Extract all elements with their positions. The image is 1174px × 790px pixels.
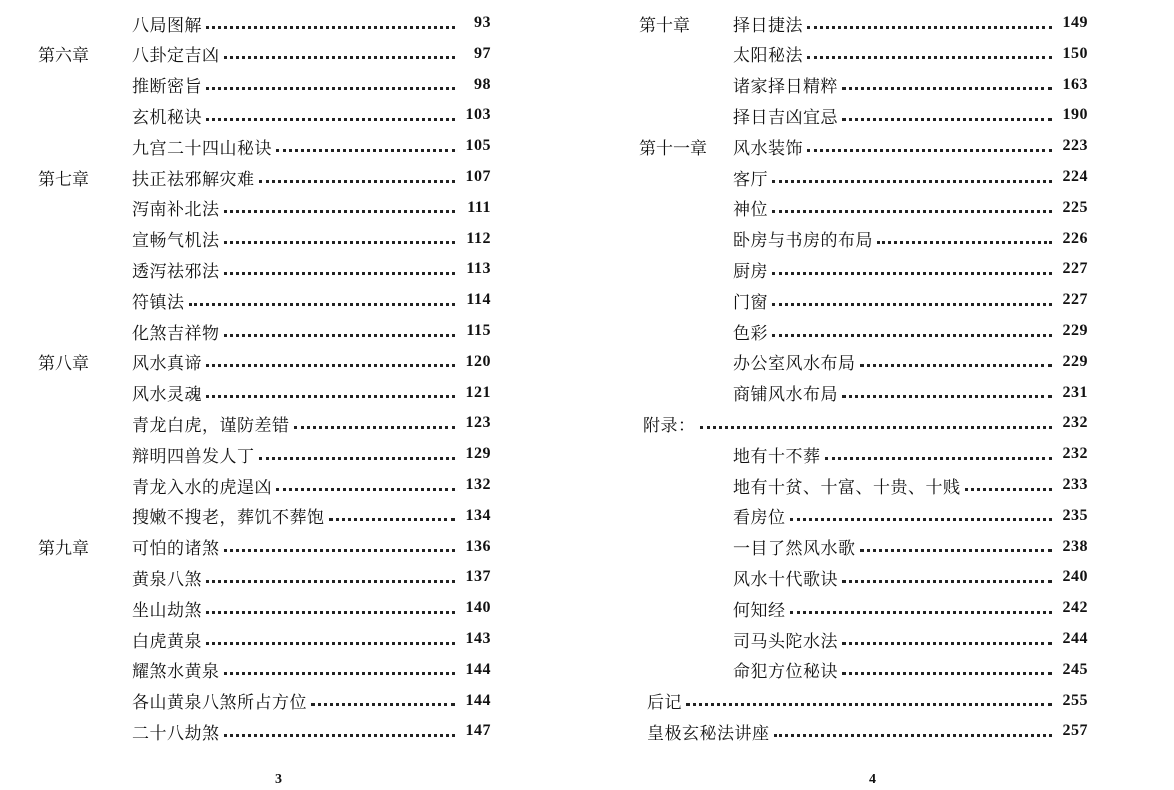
dot-leader: [294, 426, 456, 429]
entry-title: 命犯方位秘诀: [733, 662, 838, 683]
entry-title: 门窗: [733, 292, 768, 313]
toc-entry[interactable]: [643, 408, 1088, 438]
entry-page-number: 244: [1062, 630, 1088, 647]
chapter-label: 第六章: [38, 46, 89, 67]
dot-leader: [772, 334, 1052, 337]
entry-title: 择日捷法: [733, 15, 803, 36]
toc-entry[interactable]: [132, 686, 491, 716]
entry-title: 神位: [733, 200, 768, 221]
dot-leader: [259, 180, 456, 183]
toc-entry[interactable]: [132, 716, 491, 746]
entry-title: 搜嫩不搜老，葬饥不葬饱: [132, 508, 325, 529]
entry-title: 诸家择日精粹: [733, 77, 838, 98]
entry-title: 风水真谛: [132, 354, 202, 375]
page-number-right: 4: [869, 772, 876, 787]
entry-title: 泻南补北法: [132, 200, 220, 221]
toc-entry[interactable]: [733, 501, 1088, 531]
toc-entry[interactable]: [733, 39, 1088, 69]
entry-title: 化煞吉祥物: [132, 323, 220, 344]
entry-page-number: 233: [1062, 476, 1088, 493]
entry-page-number: 257: [1062, 722, 1088, 740]
dot-leader: [224, 272, 456, 275]
entry-page-number: 223: [1062, 137, 1088, 155]
toc-entry[interactable]: [132, 532, 491, 562]
entry-page-number: 147: [465, 722, 491, 740]
entry-title: 玄机秘诀: [132, 107, 202, 128]
chapter-label: 第七章: [38, 169, 89, 190]
entry-title: 何知经: [733, 600, 786, 621]
entry-title: 太阳秘法: [733, 46, 803, 67]
dot-leader: [224, 734, 456, 737]
dot-leader: [224, 210, 456, 213]
toc-entry[interactable]: [132, 562, 491, 592]
entry-title: 宣畅气机法: [132, 231, 220, 252]
dot-leader: [772, 303, 1052, 306]
entry-title: 各山黄泉八煞所占方位: [132, 693, 307, 714]
entry-title: 符镇法: [132, 292, 185, 313]
entry-title: 耀煞水黄泉: [132, 662, 220, 683]
entry-page-number: 225: [1062, 198, 1088, 216]
entry-page-number: 140: [465, 599, 491, 617]
entry-page-number: 149: [1062, 14, 1088, 31]
entry-title: 厨房: [733, 261, 768, 282]
toc-entry[interactable]: [132, 254, 491, 284]
dot-leader: [276, 149, 455, 152]
chapter-label: 第十章: [639, 15, 690, 36]
entry-page-number: 245: [1062, 660, 1088, 678]
entry-page-number: 242: [1062, 599, 1088, 617]
entry-title: 青龙白虎，谨防差错: [132, 415, 290, 436]
entry-title: 黄泉八煞: [132, 569, 202, 590]
dot-leader: [807, 56, 1052, 59]
chapter-label: 第十一章: [639, 138, 707, 159]
toc-entry[interactable]: [132, 224, 491, 254]
toc-entry[interactable]: [132, 162, 491, 192]
dot-leader: [329, 518, 456, 521]
entry-title: 八局图解: [132, 15, 202, 36]
entry-title: 客厅: [733, 169, 768, 190]
toc-entry[interactable]: [132, 285, 491, 315]
dot-leader: [842, 642, 1052, 645]
dot-leader: [206, 580, 455, 583]
dot-leader: [842, 118, 1052, 121]
entry-page-number: 134: [465, 506, 491, 524]
dot-leader: [276, 488, 455, 491]
toc-entry[interactable]: [132, 131, 491, 161]
entry-page-number: 112: [466, 229, 491, 247]
dot-leader: [206, 87, 455, 90]
toc-entry[interactable]: [132, 378, 491, 408]
entry-page-number: 111: [467, 198, 491, 216]
entry-page-number: 136: [465, 537, 491, 555]
entry-title: 办公室风水布局: [733, 354, 856, 375]
entry-title: 风水十代歌诀: [733, 569, 838, 590]
toc-entry[interactable]: [132, 100, 491, 130]
entry-page-number: 105: [465, 137, 491, 155]
toc-entry[interactable]: [733, 378, 1088, 408]
dot-leader: [206, 118, 455, 121]
entry-title: 地有十贫、十富、十贵、十贱: [733, 477, 961, 498]
entry-title: 透泻祛邪法: [132, 261, 220, 282]
entry-page-number: 115: [466, 322, 491, 339]
entry-title: 择日吉凶宜忌: [733, 107, 838, 128]
dot-leader: [189, 303, 456, 306]
entry-page-number: 98: [474, 75, 491, 93]
entry-page-number: 120: [465, 352, 491, 370]
dot-leader: [206, 26, 455, 29]
entry-page-number: 144: [465, 691, 491, 709]
chapter-label: 第九章: [38, 539, 89, 560]
entry-title: 一目了然风水歌: [733, 539, 856, 560]
entry-page-number: 232: [1062, 414, 1088, 432]
dot-leader: [686, 703, 1052, 706]
entry-page-number: 240: [1062, 568, 1088, 586]
toc-entry[interactable]: [733, 470, 1088, 500]
entry-page-number: 232: [1062, 445, 1088, 463]
toc-entry[interactable]: [733, 285, 1088, 315]
entry-page-number: 226: [1062, 229, 1088, 247]
entry-title: 青龙入水的虎逞凶: [132, 477, 272, 498]
toc-entry[interactable]: [132, 624, 491, 654]
entry-page-number: 143: [465, 630, 491, 647]
dot-leader: [842, 672, 1052, 675]
entry-title: 白虎黄泉: [132, 631, 202, 652]
dot-leader: [772, 272, 1052, 275]
toc-entry[interactable]: [733, 593, 1088, 623]
toc-entry[interactable]: [733, 224, 1088, 254]
dot-leader: [224, 56, 456, 59]
toc-entry[interactable]: [733, 562, 1088, 592]
dot-leader: [860, 549, 1053, 552]
toc-entry[interactable]: [733, 316, 1088, 346]
entry-title: 辩明四兽发人丁: [132, 446, 255, 467]
dot-leader: [700, 426, 1053, 429]
entry-page-number: 238: [1062, 537, 1088, 555]
dot-leader: [774, 734, 1053, 737]
dot-leader: [842, 580, 1052, 583]
entry-title: 附录：: [643, 415, 696, 436]
entry-title: 地有十不葬: [733, 446, 821, 467]
dot-leader: [206, 611, 455, 614]
entry-title: 推断密旨: [132, 77, 202, 98]
entry-title: 八卦定吉凶: [132, 46, 220, 67]
entry-page-number: 227: [1062, 291, 1088, 309]
dot-leader: [259, 457, 456, 460]
toc-entry[interactable]: [733, 532, 1088, 562]
toc-entry[interactable]: [132, 316, 491, 346]
dot-leader: [790, 611, 1053, 614]
dot-leader: [825, 457, 1053, 460]
entry-title: 坐山劫煞: [132, 600, 202, 621]
toc-entry[interactable]: [132, 593, 491, 623]
entry-page-number: 121: [465, 383, 491, 401]
entry-title: 二十八劫煞: [132, 723, 220, 744]
entry-page-number: 235: [1062, 506, 1088, 524]
dot-leader: [807, 149, 1052, 152]
entry-page-number: 255: [1062, 691, 1088, 709]
entry-title: 商铺风水布局: [733, 385, 838, 406]
entry-page-number: 229: [1062, 322, 1088, 339]
toc-entry[interactable]: [647, 686, 1088, 716]
toc-entry[interactable]: [733, 254, 1088, 284]
entry-page-number: 229: [1062, 352, 1088, 370]
dot-leader: [206, 642, 455, 645]
dot-leader: [842, 395, 1052, 398]
toc-entry[interactable]: [132, 39, 491, 69]
entry-page-number: 163: [1062, 75, 1088, 93]
entry-page-number: 93: [474, 14, 491, 31]
entry-page-number: 144: [465, 660, 491, 678]
entry-title: 卧房与书房的布局: [733, 231, 873, 252]
toc-entry[interactable]: [733, 8, 1088, 38]
entry-title: 风水装饰: [733, 138, 803, 159]
entry-page-number: 137: [465, 568, 491, 586]
toc-entry[interactable]: [733, 162, 1088, 192]
toc-entry[interactable]: [733, 193, 1088, 223]
toc-entry[interactable]: [647, 716, 1088, 746]
entry-page-number: 97: [474, 44, 491, 62]
entry-page-number: 190: [1062, 106, 1088, 124]
toc-entry[interactable]: [733, 655, 1088, 685]
toc-entry[interactable]: [733, 131, 1088, 161]
toc-entry[interactable]: [132, 347, 491, 377]
toc-entry[interactable]: [733, 439, 1088, 469]
chapter-label: 第八章: [38, 354, 89, 375]
dot-leader: [772, 210, 1052, 213]
dot-leader: [772, 180, 1052, 183]
dot-leader: [877, 241, 1052, 244]
dot-leader: [224, 549, 456, 552]
toc-entry[interactable]: [132, 655, 491, 685]
toc-entry[interactable]: [132, 193, 491, 223]
entry-page-number: 227: [1062, 260, 1088, 278]
entry-page-number: 129: [465, 445, 491, 463]
entry-title: 色彩: [733, 323, 768, 344]
dot-leader: [790, 518, 1053, 521]
entry-title: 风水灵魂: [132, 385, 202, 406]
entry-title: 可怕的诸煞: [132, 539, 220, 560]
toc-entry[interactable]: [132, 439, 491, 469]
entry-page-number: 224: [1062, 168, 1088, 185]
dot-leader: [965, 488, 1053, 491]
dot-leader: [807, 26, 1052, 29]
toc-entry[interactable]: [733, 347, 1088, 377]
entry-title: 后记: [647, 693, 682, 714]
toc-entry[interactable]: [733, 70, 1088, 100]
toc-entry[interactable]: [733, 624, 1088, 654]
entry-page-number: 132: [465, 476, 491, 493]
entry-page-number: 123: [465, 414, 491, 432]
dot-leader: [311, 703, 455, 706]
entry-page-number: 103: [465, 106, 491, 124]
entry-title: 皇极玄秘法讲座: [647, 723, 770, 744]
entry-title: 九宫二十四山秘诀: [132, 138, 272, 159]
toc-entry[interactable]: [733, 100, 1088, 130]
dot-leader: [206, 395, 455, 398]
entry-page-number: 113: [466, 260, 491, 278]
toc-entry[interactable]: [132, 501, 491, 531]
dot-leader: [224, 241, 456, 244]
dot-leader: [860, 364, 1053, 367]
toc-entry[interactable]: [132, 70, 491, 100]
toc-entry[interactable]: [132, 408, 491, 438]
entry-page-number: 231: [1062, 383, 1088, 401]
dot-leader: [224, 334, 456, 337]
page-number-left: 3: [275, 772, 282, 787]
dot-leader: [224, 672, 456, 675]
entry-page-number: 114: [466, 291, 491, 309]
dot-leader: [842, 87, 1052, 90]
entry-title: 扶正祛邪解灾难: [132, 169, 255, 190]
entry-page-number: 107: [465, 168, 491, 185]
toc-entry[interactable]: [132, 8, 491, 38]
toc-entry[interactable]: [132, 470, 491, 500]
entry-title: 看房位: [733, 508, 786, 529]
entry-page-number: 150: [1062, 44, 1088, 62]
dot-leader: [206, 364, 455, 367]
entry-title: 司马头陀水法: [733, 631, 838, 652]
